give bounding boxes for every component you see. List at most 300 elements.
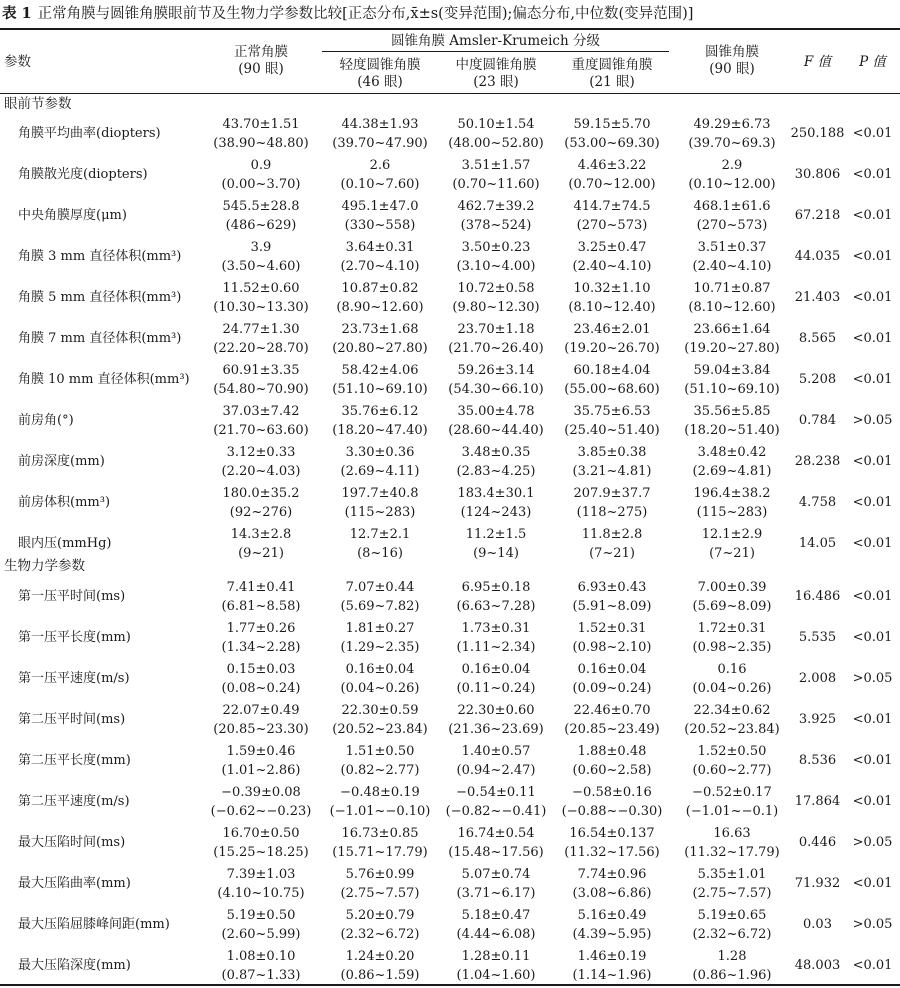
cell-value: 16.70±0.50 bbox=[222, 826, 300, 841]
cell-range: (1.34~2.28) bbox=[221, 640, 301, 655]
table-row bbox=[0, 360, 900, 400]
cell-value: 462.7±39.2 bbox=[457, 199, 535, 214]
table-cell bbox=[670, 578, 794, 616]
table-cell bbox=[670, 619, 794, 657]
cell-range: (0.70~12.00) bbox=[568, 177, 656, 192]
cell-range: (−1.01~−0.10) bbox=[329, 804, 431, 819]
cell-range: (10.30~13.30) bbox=[213, 300, 309, 315]
row-param: 角膜 5 mm 直径体积(mm³) bbox=[18, 290, 182, 305]
cell-range: (1.01~2.86) bbox=[221, 763, 301, 778]
cell-value: 2.6 bbox=[369, 158, 391, 173]
cell-range: (20.52~23.84) bbox=[684, 722, 780, 737]
cell-range: (124~243) bbox=[460, 505, 532, 520]
cell-range: (19.20~27.80) bbox=[684, 341, 780, 356]
row-param: 第二压平长度(mm) bbox=[18, 753, 131, 768]
table-row bbox=[0, 524, 900, 564]
table-cell bbox=[438, 660, 554, 698]
cell-value: 7.07±0.44 bbox=[345, 580, 415, 595]
table-row bbox=[0, 483, 900, 523]
cell-range: (0.87~1.33) bbox=[221, 968, 301, 983]
table-cell bbox=[322, 320, 438, 358]
cell-value: 11.2±1.5 bbox=[465, 527, 527, 542]
table-row bbox=[0, 864, 900, 904]
cell-value: 5.18±0.47 bbox=[461, 908, 531, 923]
cell-value: 1.81±0.27 bbox=[345, 621, 415, 636]
table-cell bbox=[322, 361, 438, 399]
row-param: 第一压平长度(mm) bbox=[18, 630, 131, 645]
table-title: 正常角膜与圆锥角膜眼前节及生物力学参数比较[正态分布,x̄±s(变异范围);偏态分布,中位数(变异范围)] bbox=[37, 6, 694, 22]
cell-value: 414.7±74.5 bbox=[573, 199, 651, 214]
cell-range: (8.10~12.40) bbox=[568, 300, 656, 315]
header-kc-name: 圆锥角膜 bbox=[705, 44, 759, 60]
cell-value: 0.9 bbox=[250, 158, 272, 173]
p-value: <0.01 bbox=[852, 372, 893, 387]
cell-value: 5.19±0.65 bbox=[697, 908, 767, 923]
cell-value: 16.63 bbox=[713, 826, 751, 841]
table-row bbox=[0, 237, 900, 277]
cell-range: (1.04~1.60) bbox=[456, 968, 536, 983]
cell-range: (11.32~17.56) bbox=[564, 845, 660, 860]
row-param: 中央角膜厚度(μm) bbox=[18, 208, 127, 223]
cell-value: 10.87±0.82 bbox=[341, 281, 419, 296]
cell-range: (4.39~5.95) bbox=[572, 927, 652, 942]
cell-value: 5.19±0.50 bbox=[226, 908, 296, 923]
table-cell bbox=[322, 279, 438, 317]
f-value: 16.486 bbox=[794, 589, 841, 604]
section-title: 生物力学参数 bbox=[4, 558, 85, 574]
table-cell bbox=[200, 197, 322, 235]
header-normal-name: 正常角膜 bbox=[234, 44, 288, 60]
table-cell bbox=[322, 824, 438, 862]
f-value: 4.758 bbox=[798, 495, 837, 510]
cell-value: 3.48±0.35 bbox=[461, 445, 531, 460]
p-value: <0.01 bbox=[852, 876, 893, 891]
f-value: 30.806 bbox=[794, 167, 841, 182]
cell-value: 207.9±37.7 bbox=[573, 486, 651, 501]
cell-range: (115~283) bbox=[344, 505, 416, 520]
cell-value: 35.00±4.78 bbox=[457, 404, 535, 419]
cell-value: 24.77±1.30 bbox=[222, 322, 300, 337]
table-row bbox=[0, 114, 900, 154]
table-cell bbox=[200, 484, 322, 522]
table-cell bbox=[322, 906, 438, 944]
cell-value: 23.46±2.01 bbox=[573, 322, 651, 337]
table-row bbox=[0, 782, 900, 822]
table-cell bbox=[200, 402, 322, 440]
table-cell bbox=[554, 156, 670, 194]
cell-range: (21.36~23.69) bbox=[448, 722, 544, 737]
table-cell bbox=[554, 197, 670, 235]
cell-value: 3.48±0.42 bbox=[697, 445, 767, 460]
row-param: 前房体积(mm³) bbox=[18, 495, 111, 510]
cell-range: (3.50~4.60) bbox=[221, 259, 301, 274]
cell-range: (15.48~17.56) bbox=[448, 845, 544, 860]
cell-range: (4.44~6.08) bbox=[456, 927, 536, 942]
cell-value: 0.16 bbox=[717, 662, 747, 677]
cell-value: 0.16±0.04 bbox=[577, 662, 647, 677]
cell-value: 23.73±1.68 bbox=[341, 322, 419, 337]
header-severe-name: 重度圆锥角膜 bbox=[571, 57, 653, 73]
p-value: <0.01 bbox=[852, 958, 893, 973]
table-cell bbox=[670, 742, 794, 780]
cell-value: 1.73±0.31 bbox=[461, 621, 531, 636]
table-cell bbox=[200, 320, 322, 358]
table-cell bbox=[670, 701, 794, 739]
table-cell bbox=[554, 947, 670, 985]
f-value: 5.535 bbox=[798, 630, 837, 645]
header-moderate bbox=[438, 57, 554, 91]
table-cell bbox=[670, 947, 794, 985]
cell-value: 468.1±61.6 bbox=[693, 199, 771, 214]
table-cell bbox=[554, 115, 670, 153]
p-value: <0.01 bbox=[852, 126, 893, 141]
cell-range: (0.98~2.35) bbox=[692, 640, 772, 655]
table-cell bbox=[554, 443, 670, 481]
cell-value: 16.74±0.54 bbox=[457, 826, 535, 841]
cell-value: 5.20±0.79 bbox=[345, 908, 415, 923]
cell-range: (3.10~4.00) bbox=[456, 259, 536, 274]
table-cell bbox=[322, 484, 438, 522]
table-cell bbox=[670, 279, 794, 317]
row-param: 角膜散光度(diopters) bbox=[18, 167, 148, 182]
cell-value: 43.70±1.51 bbox=[222, 117, 300, 132]
row-param: 第二压平速度(m/s) bbox=[18, 794, 130, 809]
cell-range: (2.69~4.11) bbox=[340, 464, 420, 479]
f-value: 14.05 bbox=[798, 536, 837, 551]
cell-range: (20.85~23.30) bbox=[213, 722, 309, 737]
cell-range: (6.81~8.58) bbox=[221, 599, 301, 614]
cell-range: (7~21) bbox=[709, 546, 755, 561]
table-row bbox=[0, 196, 900, 236]
cell-range: (0.00~3.70) bbox=[221, 177, 301, 192]
p-value: <0.01 bbox=[852, 454, 893, 469]
cell-value: 22.07±0.49 bbox=[222, 703, 300, 718]
table-cell bbox=[554, 578, 670, 616]
table-cell bbox=[438, 865, 554, 903]
p-value: <0.01 bbox=[852, 290, 893, 305]
table-row bbox=[0, 442, 900, 482]
table-cell bbox=[554, 742, 670, 780]
cell-value: 1.28±0.11 bbox=[461, 949, 531, 964]
cell-range: (3.08~6.86) bbox=[572, 886, 652, 901]
cell-range: (115~283) bbox=[696, 505, 768, 520]
cell-range: (2.32~6.72) bbox=[340, 927, 420, 942]
table-cell bbox=[322, 783, 438, 821]
p-value: <0.01 bbox=[852, 249, 893, 264]
cell-range: (0.82~2.77) bbox=[340, 763, 420, 778]
cell-range: (55.00~68.60) bbox=[564, 382, 660, 397]
cell-range: (5.69~8.09) bbox=[692, 599, 772, 614]
cell-value: 495.1±47.0 bbox=[341, 199, 419, 214]
table-cell bbox=[200, 660, 322, 698]
cell-range: (−0.82~−0.41) bbox=[445, 804, 547, 819]
table-cell bbox=[200, 619, 322, 657]
cell-range: (5.91~8.09) bbox=[572, 599, 652, 614]
cell-value: 3.51±0.37 bbox=[697, 240, 767, 255]
cell-range: (0.09~0.24) bbox=[572, 681, 652, 696]
cell-value: 5.07±0.74 bbox=[461, 867, 531, 882]
table-cell bbox=[322, 701, 438, 739]
f-value: 48.003 bbox=[794, 958, 841, 973]
cell-value: 0.16±0.04 bbox=[345, 662, 415, 677]
header-f: F 值 bbox=[803, 54, 832, 70]
cell-range: (18.20~51.40) bbox=[684, 423, 780, 438]
cell-value: 1.59±0.46 bbox=[226, 744, 296, 759]
cell-range: (2.69~4.81) bbox=[692, 464, 772, 479]
table-cell bbox=[438, 701, 554, 739]
header-moderate-name: 中度圆锥角膜 bbox=[455, 57, 537, 73]
cell-range: (19.20~26.70) bbox=[564, 341, 660, 356]
table-cell bbox=[438, 402, 554, 440]
cell-range: (−1.01~−0.1) bbox=[685, 804, 779, 819]
cell-value: 3.30±0.36 bbox=[345, 445, 415, 460]
table-cell bbox=[438, 197, 554, 235]
cell-range: (54.30~66.10) bbox=[448, 382, 544, 397]
cell-value: 7.00±0.39 bbox=[697, 580, 767, 595]
table-cell bbox=[322, 197, 438, 235]
table-cell bbox=[322, 619, 438, 657]
table-cell bbox=[554, 402, 670, 440]
cell-value: 2.9 bbox=[721, 158, 743, 173]
header-mild-name: 轻度圆锥角膜 bbox=[339, 57, 421, 73]
cell-range: (8.90~12.60) bbox=[336, 300, 424, 315]
header-mild bbox=[322, 57, 438, 91]
table-row bbox=[0, 659, 900, 699]
f-value: 5.208 bbox=[798, 372, 837, 387]
table-number: 表 1 bbox=[2, 5, 32, 22]
cell-range: (2.40~4.10) bbox=[692, 259, 772, 274]
cell-range: (20.85~23.49) bbox=[564, 722, 660, 737]
p-value: <0.01 bbox=[852, 794, 893, 809]
cell-value: 545.5±28.8 bbox=[222, 199, 300, 214]
p-value: <0.01 bbox=[852, 753, 893, 768]
table-cell bbox=[200, 238, 322, 276]
cell-value: 49.29±6.73 bbox=[693, 117, 771, 132]
cell-range: (4.10~10.75) bbox=[217, 886, 305, 901]
cell-value: 3.51±1.57 bbox=[461, 158, 531, 173]
row-param: 前房深度(mm) bbox=[18, 454, 105, 469]
table-cell bbox=[322, 578, 438, 616]
table-cell bbox=[438, 824, 554, 862]
cell-range: (9~21) bbox=[238, 546, 284, 561]
cell-value: 10.72±0.58 bbox=[457, 281, 535, 296]
cell-value: 1.52±0.31 bbox=[577, 621, 647, 636]
cell-value: 22.46±0.70 bbox=[573, 703, 651, 718]
f-value: 28.238 bbox=[794, 454, 841, 469]
cell-range: (15.71~17.79) bbox=[332, 845, 428, 860]
cell-value: 23.70±1.18 bbox=[457, 322, 535, 337]
table-cell bbox=[200, 701, 322, 739]
p-value: >0.05 bbox=[852, 917, 893, 932]
row-param: 第一压平速度(m/s) bbox=[18, 671, 130, 686]
f-value: 71.932 bbox=[794, 876, 841, 891]
table-cell bbox=[554, 619, 670, 657]
table-cell bbox=[438, 443, 554, 481]
cell-range: (1.14~1.96) bbox=[572, 968, 652, 983]
table-cell bbox=[322, 742, 438, 780]
cell-value: 11.52±0.60 bbox=[222, 281, 300, 296]
cell-value: −0.39±0.08 bbox=[221, 785, 301, 800]
table-cell bbox=[670, 197, 794, 235]
table-cell bbox=[200, 525, 322, 563]
cell-range: (378~524) bbox=[460, 218, 532, 233]
table-cell bbox=[438, 525, 554, 563]
cell-range: (18.20~47.40) bbox=[332, 423, 428, 438]
cell-value: 3.9 bbox=[250, 240, 272, 255]
cell-value: 11.8±2.8 bbox=[581, 527, 643, 542]
cell-range: (9~14) bbox=[473, 546, 519, 561]
table-cell bbox=[438, 279, 554, 317]
p-value: <0.01 bbox=[852, 712, 893, 727]
cell-value: 0.16±0.04 bbox=[461, 662, 531, 677]
p-value: <0.01 bbox=[852, 630, 893, 645]
cell-value: 196.4±38.2 bbox=[693, 486, 771, 501]
table-cell bbox=[322, 238, 438, 276]
cell-range: (53.00~69.30) bbox=[564, 136, 660, 151]
row-param: 前房角(°) bbox=[18, 413, 74, 428]
cell-range: (0.10~7.60) bbox=[340, 177, 420, 192]
table-cell bbox=[438, 320, 554, 358]
p-value: >0.05 bbox=[852, 413, 893, 428]
table-cell bbox=[200, 279, 322, 317]
cell-range: (118~275) bbox=[576, 505, 648, 520]
cell-value: 37.03±7.42 bbox=[222, 404, 300, 419]
cell-value: 35.75±6.53 bbox=[573, 404, 651, 419]
cell-range: (2.75~7.57) bbox=[692, 886, 772, 901]
cell-value: 5.16±0.49 bbox=[577, 908, 647, 923]
group-rule bbox=[322, 51, 669, 52]
cell-value: 5.35±1.01 bbox=[697, 867, 767, 882]
cell-range: (21.70~26.40) bbox=[448, 341, 544, 356]
cell-range: (2.20~4.03) bbox=[221, 464, 301, 479]
row-param: 眼内压(mmHg) bbox=[18, 536, 112, 551]
cell-value: 197.7±40.8 bbox=[341, 486, 419, 501]
cell-range: (−0.88~−0.30) bbox=[561, 804, 663, 819]
cell-value: 35.76±6.12 bbox=[341, 404, 419, 419]
header-p: P 值 bbox=[859, 54, 886, 70]
table-cell bbox=[200, 906, 322, 944]
cell-value: 7.74±0.96 bbox=[577, 867, 647, 882]
table-caption bbox=[2, 3, 898, 25]
table-cell bbox=[322, 443, 438, 481]
cell-value: 180.0±35.2 bbox=[222, 486, 300, 501]
cell-range: (20.80~27.80) bbox=[332, 341, 428, 356]
cell-range: (0.04~0.26) bbox=[340, 681, 420, 696]
row-param: 最大压陷屈膝峰间距(mm) bbox=[18, 917, 170, 932]
table-cell bbox=[670, 402, 794, 440]
cell-range: (3.71~6.17) bbox=[456, 886, 536, 901]
cell-value: 3.85±0.38 bbox=[577, 445, 647, 460]
row-param: 最大压陷曲率(mm) bbox=[18, 876, 131, 891]
cell-range: (38.90~48.80) bbox=[213, 136, 309, 151]
header-severe bbox=[554, 57, 670, 91]
cell-range: (270~573) bbox=[696, 218, 768, 233]
cell-value: 3.12±0.33 bbox=[226, 445, 296, 460]
table-cell bbox=[670, 443, 794, 481]
cell-range: (2.60~5.99) bbox=[221, 927, 301, 942]
cell-value: 1.40±0.57 bbox=[461, 744, 531, 759]
header-param: 参数 bbox=[4, 54, 31, 70]
cell-range: (2.70~4.10) bbox=[340, 259, 420, 274]
cell-range: (0.10~12.00) bbox=[688, 177, 776, 192]
p-value: >0.05 bbox=[852, 835, 893, 850]
cell-value: 1.52±0.50 bbox=[697, 744, 767, 759]
header-rule bbox=[0, 93, 900, 94]
cell-value: 6.95±0.18 bbox=[461, 580, 531, 595]
table-cell bbox=[670, 525, 794, 563]
cell-range: (1.11~2.34) bbox=[456, 640, 536, 655]
cell-value: 10.71±0.87 bbox=[693, 281, 771, 296]
cell-value: 7.41±0.41 bbox=[226, 580, 296, 595]
cell-value: 183.4±30.1 bbox=[457, 486, 535, 501]
table-cell bbox=[554, 279, 670, 317]
cell-value: 60.18±4.04 bbox=[573, 363, 651, 378]
cell-range: (25.40~51.40) bbox=[564, 423, 660, 438]
cell-range: (0.86~1.96) bbox=[692, 968, 772, 983]
cell-value: 23.66±1.64 bbox=[693, 322, 771, 337]
table-row bbox=[0, 319, 900, 359]
cell-range: (8~16) bbox=[357, 546, 403, 561]
table-cell bbox=[554, 525, 670, 563]
cell-value: −0.54±0.11 bbox=[456, 785, 536, 800]
cell-range: (330~558) bbox=[344, 218, 416, 233]
table-cell bbox=[322, 660, 438, 698]
f-value: 250.188 bbox=[790, 126, 845, 141]
table-cell bbox=[554, 361, 670, 399]
cell-range: (−0.62~−0.23) bbox=[210, 804, 312, 819]
cell-range: (6.63~7.28) bbox=[456, 599, 536, 614]
cell-value: 3.64±0.31 bbox=[345, 240, 415, 255]
p-value: <0.01 bbox=[852, 536, 893, 551]
section-title: 眼前节参数 bbox=[4, 96, 72, 112]
cell-range: (3.21~4.81) bbox=[572, 464, 652, 479]
cell-value: −0.48±0.19 bbox=[340, 785, 420, 800]
table-cell bbox=[200, 443, 322, 481]
table-cell bbox=[670, 660, 794, 698]
table-cell bbox=[670, 156, 794, 194]
cell-range: (0.70~11.60) bbox=[452, 177, 540, 192]
cell-range: (7~21) bbox=[589, 546, 635, 561]
table-row bbox=[0, 155, 900, 195]
f-value: 8.536 bbox=[798, 753, 837, 768]
cell-range: (486~629) bbox=[225, 218, 297, 233]
header-severe-n: (21 眼) bbox=[589, 74, 635, 90]
cell-range: (20.52~23.84) bbox=[332, 722, 428, 737]
f-value: 2.008 bbox=[798, 671, 837, 686]
table-cell bbox=[438, 115, 554, 153]
cell-range: (11.32~17.79) bbox=[684, 845, 780, 860]
cell-range: (0.86~1.59) bbox=[340, 968, 420, 983]
cell-value: 35.56±5.85 bbox=[693, 404, 771, 419]
cell-range: (2.75~7.57) bbox=[340, 886, 420, 901]
cell-range: (39.70~47.90) bbox=[332, 136, 428, 151]
f-value: 21.403 bbox=[794, 290, 841, 305]
table-cell bbox=[670, 824, 794, 862]
cell-value: 12.7±2.1 bbox=[349, 527, 411, 542]
table-row bbox=[0, 700, 900, 740]
table-row bbox=[0, 577, 900, 617]
header-mild-n: (46 眼) bbox=[357, 74, 403, 90]
cell-value: 1.51±0.50 bbox=[345, 744, 415, 759]
cell-value: 12.1±2.9 bbox=[701, 527, 763, 542]
table-cell bbox=[200, 361, 322, 399]
cell-value: 3.25±0.47 bbox=[577, 240, 647, 255]
table-cell bbox=[200, 156, 322, 194]
table-cell bbox=[438, 783, 554, 821]
p-value: <0.01 bbox=[852, 589, 893, 604]
cell-range: (2.83~4.25) bbox=[456, 464, 536, 479]
f-value: 67.218 bbox=[794, 208, 841, 223]
